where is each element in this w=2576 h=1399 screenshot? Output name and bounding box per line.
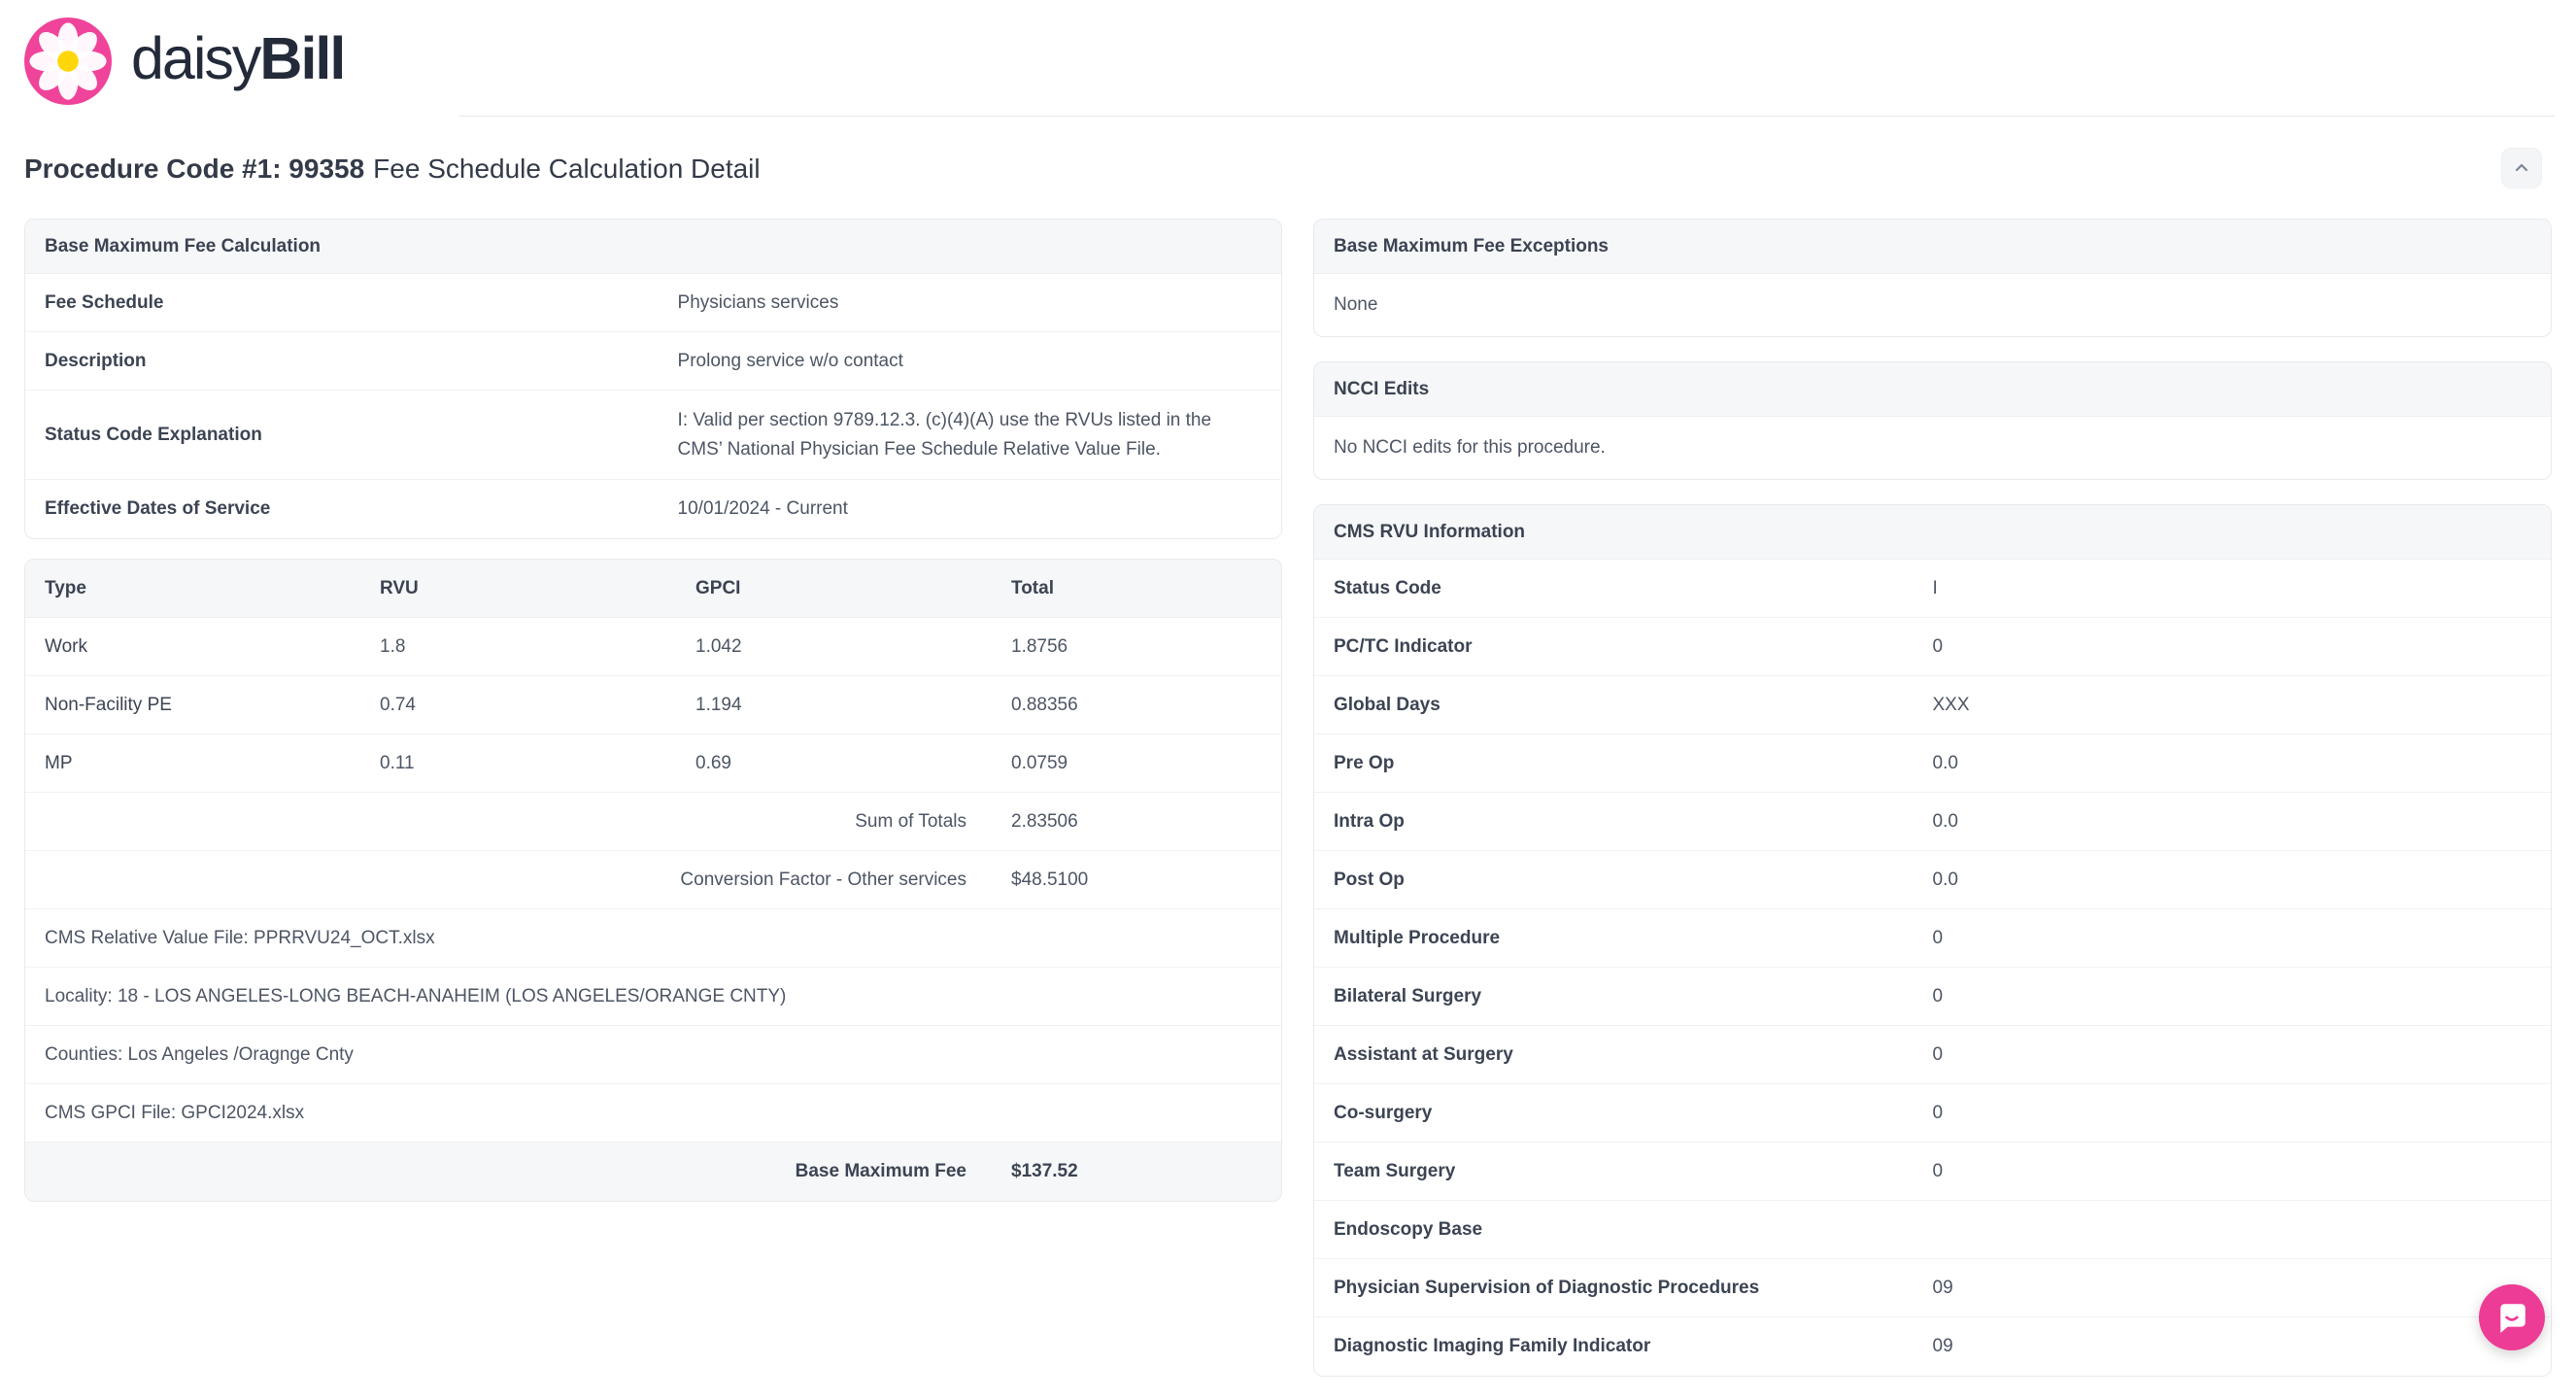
base-max-fee-exceptions-panel: [1313, 219, 2552, 337]
rvu-calculation-panel: [24, 559, 1282, 1202]
table-row: [1314, 851, 2551, 909]
row-label: Post Op: [1334, 869, 1405, 890]
panel-header: Base Maximum Fee Exceptions: [1314, 220, 2551, 274]
row-value: 09: [1932, 1336, 1953, 1357]
rvu-value: 0.74: [380, 694, 416, 715]
row-label: Physician Supervision of Diagnostic Procedures: [1334, 1277, 1760, 1298]
table-row: [1314, 909, 2551, 968]
logo-word-bill: Bill: [259, 24, 345, 91]
conversion-factor-row: [25, 851, 1281, 909]
base-maximum-fee-value: $137.52: [1011, 1161, 1078, 1181]
chat-bubble-icon: [2495, 1301, 2528, 1334]
collapse-section-button[interactable]: [2501, 148, 2542, 188]
row-value: I: Valid per section 9789.12.3. (c)(4)(A) use the RVUs listed in the CMS’ National Physician Fee Schedule Relative Value File.: [677, 410, 1212, 460]
conversion-factor-label: Conversion Factor - Other services: [680, 869, 966, 890]
column-header: GPCI: [695, 577, 741, 598]
total-value: 0.0759: [1011, 752, 1068, 773]
page-title-suffix: Fee Schedule Calculation Detail: [373, 154, 761, 184]
rvu-table-header: [25, 560, 1281, 618]
table-row: [25, 332, 1281, 391]
rvu-value: 0.11: [380, 752, 415, 773]
row-value: I: [1932, 577, 1938, 598]
table-row: [1314, 676, 2551, 734]
rvu-type: Work: [45, 635, 87, 657]
sum-label: Sum of Totals: [855, 810, 966, 832]
table-row: [25, 274, 1281, 332]
navbar-divider: [459, 116, 2555, 117]
row-label: Description: [45, 350, 147, 371]
logo-wordmark: [131, 24, 345, 94]
row-label: Team Surgery: [1334, 1160, 1456, 1181]
panel-header: NCCI Edits: [1314, 362, 2551, 417]
page-title: [24, 148, 2555, 190]
row-label: Intra Op: [1334, 810, 1405, 832]
top-navbar: [0, 0, 2576, 117]
gpci-value: 0.69: [695, 752, 731, 773]
row-value: 0.0: [1932, 752, 1958, 773]
table-row: [25, 480, 1281, 538]
rvu-type: Non-Facility PE: [45, 694, 172, 715]
left-column: [24, 219, 1282, 1202]
row-label: Co-surgery: [1334, 1102, 1433, 1123]
table-row: [1314, 734, 2551, 793]
row-label: Endoscopy Base: [1334, 1218, 1483, 1240]
row-value: Prolong service w/o contact: [677, 350, 903, 371]
row-value: 0: [1932, 985, 1944, 1007]
main-content: [24, 219, 2552, 1377]
panel-header: CMS RVU Information: [1314, 505, 2551, 560]
row-value: 0.0: [1932, 869, 1958, 890]
table-row: [1314, 1201, 2551, 1259]
row-label: Diagnostic Imaging Family Indicator: [1334, 1336, 1651, 1356]
rvu-value: 1.8: [380, 635, 406, 657]
row-value: 0: [1932, 1043, 1944, 1065]
cms-relative-value-file-note: CMS Relative Value File: PPRRVU24_OCT.xlsx: [25, 909, 1281, 968]
daisybill-logo[interactable]: [24, 17, 344, 105]
base-max-fee-calculation-panel: [24, 219, 1282, 539]
column-header: Total: [1011, 577, 1054, 598]
table-row: [25, 391, 1281, 480]
row-value: Physicians services: [677, 291, 839, 313]
row-label: Bilateral Surgery: [1334, 985, 1482, 1007]
panel-header: Base Maximum Fee Calculation: [25, 220, 1281, 274]
base-maximum-fee-row: [25, 1143, 1281, 1201]
table-row: [1314, 1317, 2551, 1376]
row-label: PC/TC Indicator: [1334, 635, 1473, 657]
gpci-value: 1.042: [695, 635, 742, 657]
conversion-factor-value: $48.5100: [1011, 869, 1089, 890]
ncci-body: No NCCI edits for this procedure.: [1334, 437, 1606, 458]
table-row: [1314, 968, 2551, 1026]
table-row: [1314, 1143, 2551, 1201]
cms-gpci-file-note: CMS GPCI File: GPCI2024.xlsx: [25, 1084, 1281, 1143]
row-value: 0: [1932, 635, 1944, 657]
base-maximum-fee-label: Base Maximum Fee: [795, 1161, 966, 1181]
row-label: Multiple Procedure: [1334, 927, 1501, 948]
table-row: [1314, 560, 2551, 618]
cms-rvu-information-panel: [1313, 504, 2552, 1377]
row-value: 0: [1932, 1160, 1944, 1181]
sum-value: 2.83506: [1011, 810, 1078, 832]
row-label: Fee Schedule: [45, 291, 164, 313]
gpci-value: 1.194: [695, 694, 742, 715]
row-value: 09: [1932, 1277, 1953, 1298]
table-row: [1314, 1084, 2551, 1143]
row-value: 10/01/2024 - Current: [677, 498, 848, 520]
table-row: [25, 734, 1281, 793]
row-label: Pre Op: [1334, 752, 1395, 773]
chevron-up-icon: [2513, 159, 2530, 177]
exceptions-body: None: [1334, 294, 1378, 315]
table-row: [1314, 618, 2551, 676]
counties-note: Counties: Los Angeles /Oragnge Cnty: [25, 1026, 1281, 1084]
row-value: XXX: [1932, 694, 1970, 715]
row-value: 0: [1932, 927, 1944, 948]
table-row: [25, 676, 1281, 734]
row-label: Global Days: [1334, 694, 1441, 715]
locality-note: Locality: 18 - LOS ANGELES-LONG BEACH-ANAHEIM (LOS ANGELES/ORANGE CNTY): [25, 968, 1281, 1026]
logo-word-daisy: daisy: [131, 24, 260, 91]
title-row: [24, 148, 2555, 190]
row-label: Status Code: [1334, 577, 1441, 598]
column-header: Type: [45, 577, 86, 598]
column-header: RVU: [380, 577, 419, 598]
row-value: 0.0: [1932, 810, 1958, 832]
sum-of-totals-row: [25, 793, 1281, 851]
row-label: Status Code Explanation: [45, 424, 262, 445]
total-value: 0.88356: [1011, 694, 1078, 715]
page-title-code: Procedure Code #1: 99358: [24, 154, 365, 184]
table-row: [1314, 1026, 2551, 1084]
rvu-type: MP: [45, 752, 73, 773]
right-column: [1313, 219, 2552, 1377]
chat-launcher-button[interactable]: [2479, 1284, 2545, 1350]
table-row: [25, 618, 1281, 676]
ncci-edits-panel: [1313, 361, 2552, 480]
table-row: [1314, 793, 2551, 851]
row-value: 0: [1932, 1102, 1944, 1123]
row-label: Assistant at Surgery: [1334, 1043, 1513, 1065]
row-label: Effective Dates of Service: [45, 498, 271, 519]
total-value: 1.8756: [1011, 635, 1068, 657]
table-row: [1314, 1259, 2551, 1317]
daisy-flower-icon: [24, 17, 112, 105]
